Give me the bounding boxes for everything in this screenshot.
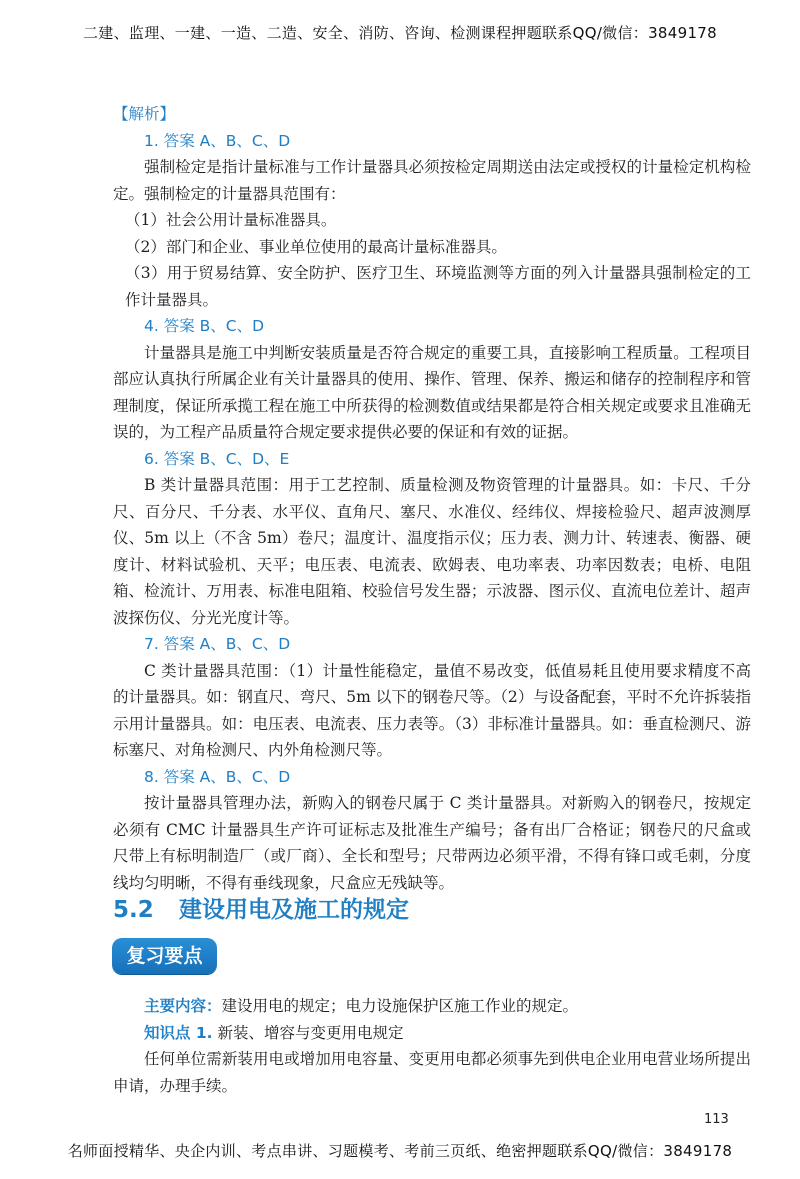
answer-1-item: （2）部门和企业、事业单位使用的最高计量标准器具。 <box>125 237 507 256</box>
main-content-line <box>113 993 751 1020</box>
main-content-text: 建设用电的规定；电力设施保护区施工作业的规定。 <box>221 997 579 1015</box>
review-points-badge: 复习要点 <box>112 938 217 974</box>
answer-6-text: B 类计量器具范围：用于工艺控制、质量检测及物资管理的计量器具。如：卡尺、千分尺、百分尺、千分表、水平仪、直角尺、塞尺、水准仪、经纬仪、焊接检验尺、超声波测厚仪、5m 以上（不含 5m）卷尺；温度计、温度指示仪；压力表、测力计、转速表、衡器、硬度计、材料试验机、天平；电压表、电流表、欧姆表、电功率表、功率因数表；电桥、电阻箱、检流计、万用表、标准电阻箱、校验信号发生器；示波器、图示仪、直流电位差计、超声波探伤仪、分光光度计等。 <box>113 476 751 627</box>
page-number: 113 <box>704 1112 729 1127</box>
answer-8-text: 按计量器具管理办法，新购入的钢卷尺属于 C 类计量器具。对新购入的钢卷尺，按规定必须有 CMC 计量器具生产许可证标志及批准生产编号；备有出厂合格证；钢卷尺的尺盒或尺带上有标明制造厂（或厂商）、全长和型号；尺带两边必须平滑，不得有锋口或毛刺，分度线均匀明晰，不得有垂线现象，尺盒应无残缺等。 <box>113 794 751 892</box>
analysis-tag: 【解析】 <box>113 105 176 123</box>
main-content-label: 主要内容： <box>144 997 222 1015</box>
answer-1-item: （3）用于贸易结算、安全防护、医疗卫生、环境监测等方面的列入计量器具强制检定的工作计量器具。 <box>125 264 751 309</box>
answer-7-text: C 类计量器具范围：（1）计量性能稳定，量值不易改变，低值易耗且使用要求精度不高的计量器具。如：钢直尺、弯尺、5m 以下的钢卷尺等。（2）与设备配套，平时不允许拆装指示用计量器具。如：电压表、电流表、压力表等。（3）非标准计量器具。如：垂直检测尺、游标塞尺、对角检测尺、内外角检测尺等。 <box>113 661 751 759</box>
knowledge-point-label: 知识点 1. <box>144 1023 213 1042</box>
knowledge-point-paragraph: 任何单位需新装用电或增加用电容量、变更用电都必须事先到供电企业用电营业场所提出申请，办理手续。 <box>113 1050 751 1095</box>
knowledge-point-title: 新装、增容与变更用电规定 <box>217 1023 404 1042</box>
answer-1-heading: 1. 答案 A、B、C、D <box>144 131 291 150</box>
section-title: 建设用电及施工的规定 <box>179 897 409 923</box>
section-heading <box>113 891 409 924</box>
review-content <box>113 993 751 1099</box>
answer-4-heading: 4. 答案 B、C、D <box>144 317 265 335</box>
answer-4-text: 计量器具是施工中判断安装质量是否符合规定的重要工具，直接影响工程质量。工程项目部应认真执行所属企业有关计量器具的使用、操作、管理、保养、搬运和储存的控制程序和管理制度，保证所承揽工程在施工中所获得的检测数值或结果都是符合相关规定或要求且准确无误的，为工程产品质量符合规定要求提供必要的保证和有效的证据。 <box>113 343 751 441</box>
analysis-section <box>113 101 751 896</box>
section-number: 5.2 <box>113 897 154 923</box>
answer-8-heading: 8. 答案 A、B、C、D <box>144 767 291 786</box>
answer-6-heading: 6. 答案 B、C、D、E <box>144 449 290 468</box>
knowledge-point-line <box>113 1020 751 1047</box>
answer-7-heading: 7. 答案 A、B、C、D <box>144 635 291 653</box>
answer-1-item: （1）社会公用计量标准器具。 <box>125 211 337 229</box>
answer-1-text: 强制检定是指计量标准与工作计量器具必须按检定周期送由法定或授权的计量检定机构检定。强制检定的计量器具范围有： <box>113 158 751 203</box>
header-banner: 二建、监理、一建、一造、二造、安全、消防、咨询、检测课程押题联系QQ/微信：3849178 <box>83 24 717 42</box>
footer-banner: 名师面授精华、央企内训、考点串讲、习题模考、考前三页纸、绝密押题联系QQ/微信：3849178 <box>67 1142 733 1160</box>
